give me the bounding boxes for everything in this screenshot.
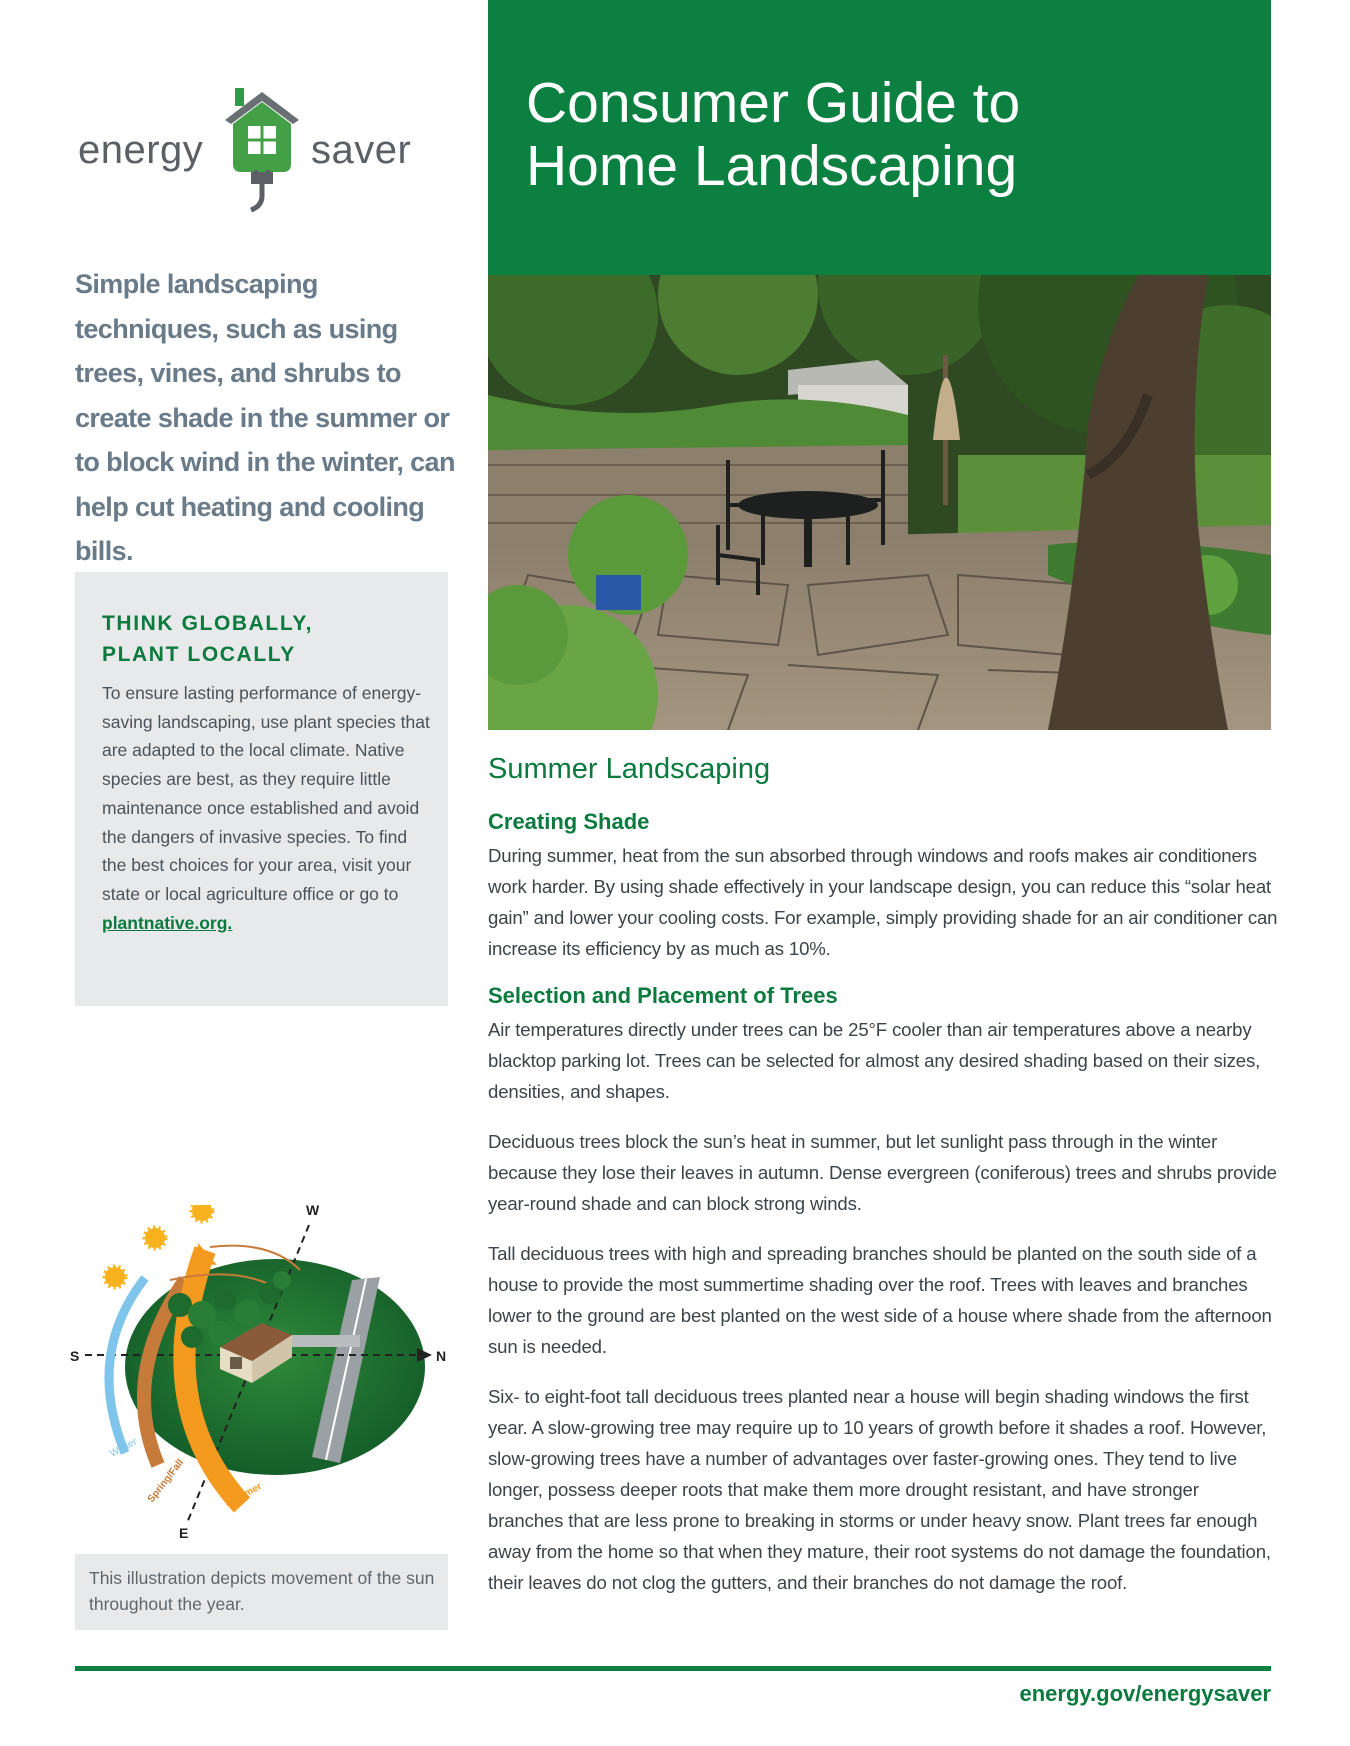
diagram-caption-box [75, 1554, 448, 1630]
sidebar-heading [102, 608, 422, 670]
energy-saver-logo [78, 84, 428, 214]
label-spring-fall: Spring/Fall [145, 1457, 187, 1505]
patio-garden-photo [488, 275, 1271, 730]
intro-text: Simple landscaping techniques, such as using trees, vines, and shrubs to create shade in the summer or to block wind in the winter, can help cut heating and cooling bills. [75, 269, 455, 566]
logo-word-saver: saver [311, 128, 412, 172]
label-w: W [306, 1205, 320, 1218]
trees-paragraph-1: Air temperatures directly under trees can be 25°F cooler than air temperatures above a nearby blacktop parking lot. Trees can be selected for almost any desired shading based on their sizes, densities, and shapes. [488, 1019, 1261, 1102]
sun-movement-diagram [70, 1205, 460, 1550]
label-summer: Summer [223, 1481, 264, 1510]
section-title-summer: Summer Landscaping [488, 753, 771, 785]
label-winter: Winter [108, 1436, 139, 1460]
house-plug-icon [221, 84, 303, 214]
creating-shade-text: During summer, heat from the sun absorbed through windows and roofs makes air conditioners work harder. By using shade effectively in your landscape design, you can reduce this “solar heat gain” and lower your cooling costs. For example, simply providing shade for an air conditioner can increase its efficiency by as much as 10%. [488, 845, 1278, 959]
diagram-caption: This illustration depicts movement of the sun throughout the year. [89, 1568, 435, 1614]
trees-paragraph-2: Deciduous trees block the sun’s heat in summer, but let sunlight pass through in the winter because they lose their leaves in autumn. Dense evergreen (coniferous) trees and shrubs provide year-round shade and can block strong winds. [488, 1131, 1277, 1214]
footer-divider [75, 1666, 1271, 1671]
sidebar-heading-line2: PLANT LOCALLY [102, 643, 296, 666]
trees-paragraph-4: Six- to eight-foot tall deciduous trees planted near a house will begin shading windows the first year. A slow-growing tree may require up to 10 years of growth before it shades a roof. However, slow-growing trees have a number of advantages over faster-growing ones. They tend to live longer, possess deeper roots that make them more drought resistant, and have stronger branches that are less prone to breaking in storms or under heavy snow. Plant trees far enough away from the home so that when they mature, their root systems do not damage the foundation, their leaves do not clog the gutters, and their branches do not damage the roof. [488, 1386, 1271, 1593]
footer-url[interactable]: energy.gov/energysaver [1019, 1681, 1271, 1706]
sidebar-callout [75, 572, 448, 1006]
logo-word-energy: energy [78, 128, 204, 172]
title-line2: Home Landscaping [526, 134, 1018, 198]
heading-creating-shade: Creating Shade [488, 809, 650, 834]
heading-trees: Selection and Placement of Trees [488, 983, 838, 1008]
trees-paragraph-3: Tall deciduous trees with high and spreading branches should be planted on the south side of a house to provide the most summertime shading over the roof. Trees with leaves and branches lower to the ground are best planted on the west side of a house where shade from the afternoon sun is needed. [488, 1243, 1272, 1357]
sidebar-text-block [102, 679, 432, 937]
plantnative-link[interactable]: plantnative.org. [102, 912, 233, 933]
title-line1: Consumer Guide to [526, 71, 1021, 135]
label-e: E [179, 1525, 189, 1541]
label-n: N [436, 1348, 447, 1364]
label-s: S [70, 1348, 80, 1364]
sidebar-text: To ensure lasting performance of energy-saving landscaping, use plant species that are adapted to the local climate. Native species are best, as they require little maintenance once established and avoid the dangers of invasive species. To find the best choices for your area, visit your state or local agriculture office or go to [102, 683, 430, 904]
header-banner [488, 0, 1271, 275]
page-title [526, 72, 1246, 198]
sidebar-heading-line1: THINK GLOBALLY, [102, 612, 314, 635]
